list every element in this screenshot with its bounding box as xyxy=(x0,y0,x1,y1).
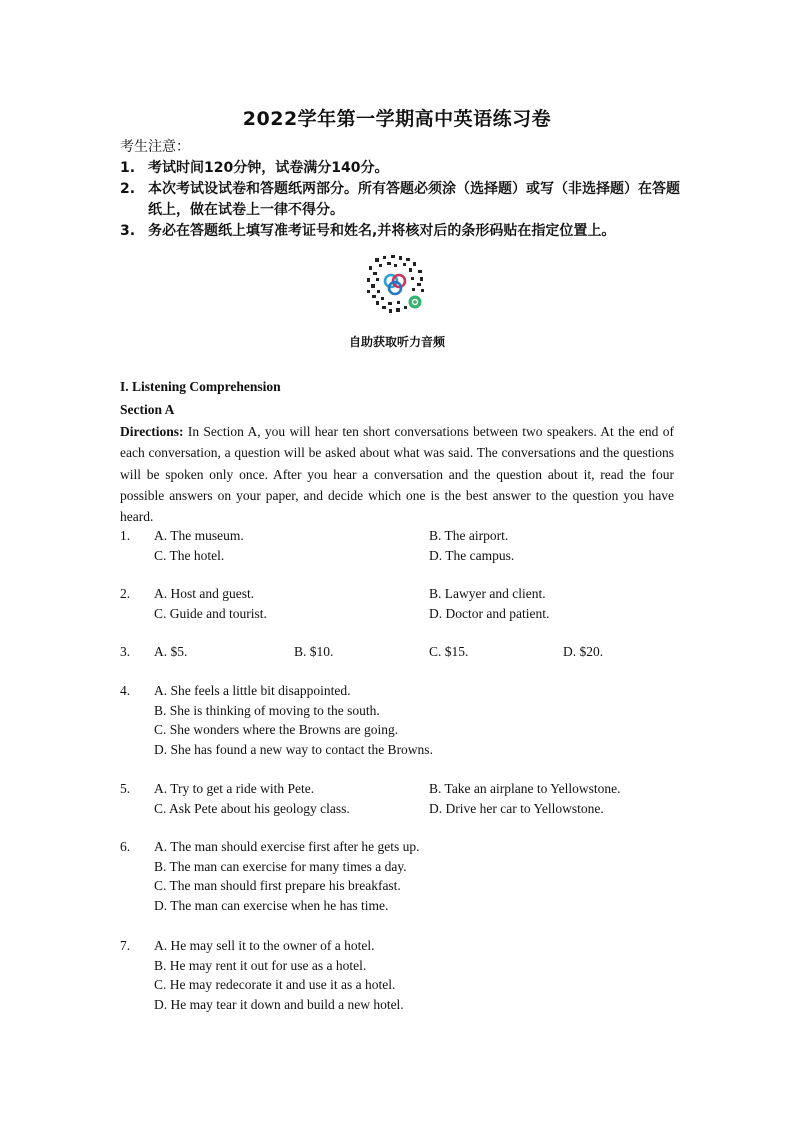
option-a: A. The museum. xyxy=(154,528,244,543)
option-c: C. He may redecorate it and use it as a hotel. xyxy=(154,977,396,992)
option-c: C. The man should first prepare his breakfast. xyxy=(154,878,401,893)
option-c: C. $15. xyxy=(429,644,469,659)
option-c: C. She wonders where the Browns are going. xyxy=(154,722,399,737)
option-d: D. He may tear it down and build a new hotel. xyxy=(154,996,404,1012)
qr-code-icon[interactable] xyxy=(361,250,429,318)
option-b: B. He may rent it out for use as a hotel. xyxy=(154,957,367,973)
option-d: D. The man can exercise when he has time. xyxy=(154,897,389,913)
directions-label: Directions: xyxy=(120,424,184,439)
question-number: 6. xyxy=(120,839,131,854)
option-d: D. She has found a new way to contact the Browns. xyxy=(154,741,433,757)
option-c: C. Guide and tourist. xyxy=(154,605,267,621)
option-b: B. She is thinking of moving to the south. xyxy=(154,702,380,718)
option-d: D. Drive her car to Yellowstone. xyxy=(429,800,604,816)
question-item xyxy=(120,683,680,761)
subsection-heading: Section A xyxy=(120,402,175,417)
notice-item-text: 考试时间120分钟，试卷满分140分。 xyxy=(148,160,389,176)
option-b: B. The airport. xyxy=(429,528,509,543)
option-a: A. The man should exercise first after he gets up. xyxy=(154,839,420,854)
question-item xyxy=(120,938,680,1016)
question-number: 5. xyxy=(120,781,131,796)
option-b: B. Lawyer and client. xyxy=(429,586,546,601)
section-heading: I. Listening Comprehension xyxy=(120,379,281,394)
notice-item-text: 务必在答题纸上填写准考证号和姓名,并将核对后的条形码贴在指定位置上。 xyxy=(148,223,616,239)
option-b: B. The man can exercise for many times a day. xyxy=(154,858,407,874)
question-number: 4. xyxy=(120,683,131,698)
question-item xyxy=(120,839,680,917)
question-number: 2. xyxy=(120,586,131,601)
directions-text: In Section A, you will hear ten short conversations between two speakers. At the end of each conversation, a question will be asked about what was said. The conversations and the questions will be spoken only once. After you hear a conversation and the question about it, read the four possible answers on your paper, and decide which one is the best answer to the question you have heard. xyxy=(120,424,674,525)
exam-notice xyxy=(120,137,690,242)
question-number: 1. xyxy=(120,528,131,543)
question-number: 7. xyxy=(120,938,131,953)
option-d: D. Doctor and patient. xyxy=(429,605,550,621)
option-a: A. He may sell it to the owner of a hotel. xyxy=(154,938,375,953)
notice-item-number: 3. xyxy=(120,223,136,239)
directions-paragraph xyxy=(120,421,674,527)
option-b: B. $10. xyxy=(294,644,334,659)
notice-item-number: 2. xyxy=(120,181,136,197)
option-c: C. The hotel. xyxy=(154,547,225,563)
option-a: A. Try to get a ride with Pete. xyxy=(154,781,315,796)
qr-caption: 自助获取听力音频 xyxy=(348,335,445,349)
option-a: A. She feels a little bit disappointed. xyxy=(154,683,351,698)
notice-item-text: 本次考试设试卷和答题纸两部分。所有答题必须涂（选择题）或写（非选择题）在答题纸上，做在试卷上一律不得分。 xyxy=(148,181,680,218)
option-b: B. Take an airplane to Yellowstone. xyxy=(429,781,621,796)
notice-heading: 考生注意： xyxy=(120,139,190,155)
notice-item xyxy=(120,158,690,179)
question-item xyxy=(120,586,680,625)
option-c: C. Ask Pete about his geology class. xyxy=(154,800,350,816)
option-d: D. The campus. xyxy=(429,547,515,563)
option-d: D. $20. xyxy=(563,644,604,659)
option-a: A. Host and guest. xyxy=(154,586,255,601)
notice-item xyxy=(120,179,690,221)
question-item xyxy=(120,528,680,567)
option-a: A. $5. xyxy=(154,644,188,659)
page-title: 2022学年第一学期高中英语练习卷 xyxy=(242,108,552,130)
question-item xyxy=(120,644,680,664)
notice-item xyxy=(120,221,690,242)
question-item xyxy=(120,781,680,820)
notice-item-number: 1. xyxy=(120,160,136,176)
question-number: 3. xyxy=(120,644,131,659)
